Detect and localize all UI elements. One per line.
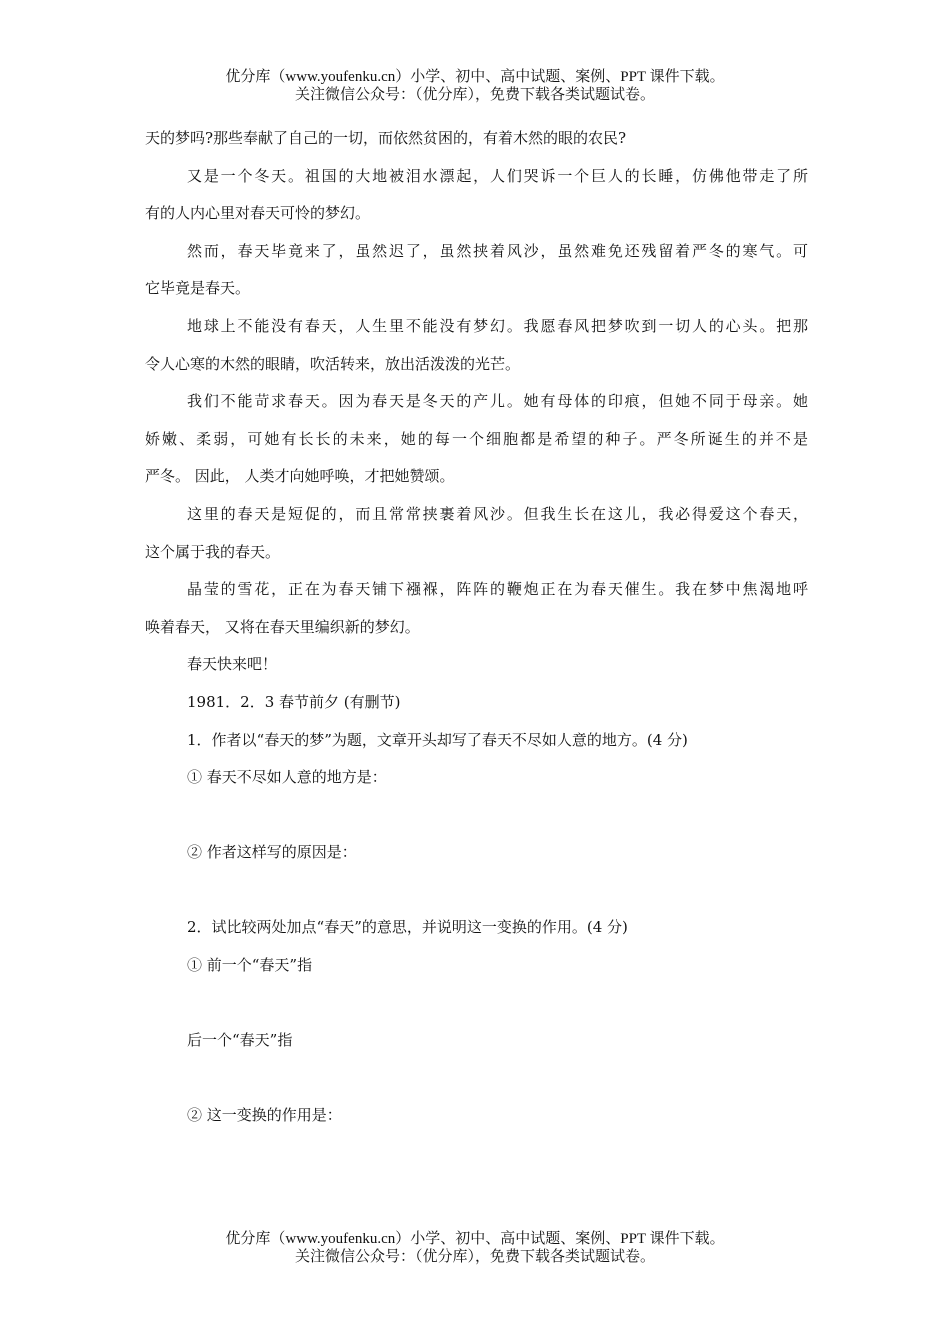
question-2-part-a-second: 后一个“春天”指 [187,1031,293,1050]
paragraph-line: 然而，春天毕竟来了，虽然迟了，虽然挟着风沙，虽然难免还残留着严冬的寒气。可 [187,241,808,260]
question-2-part-a: ① 前一个“春天”指 [187,956,313,975]
footer-line-2: 关注微信公众号：（优分库），免费下载各类试题试卷。 [294,1249,655,1265]
answer-space [145,1060,808,1098]
paragraph-line: 地球上不能没有春天，人生里不能没有梦幻。我愿春风把梦吹到一切人的心头。把那 [187,316,808,335]
date-line: 1981．2．3 春节前夕 (有删节) [187,692,401,711]
paragraph-line: 这里的春天是短促的，而且常常挟裹着风沙。但我生长在这儿，我必得爱这个春天， [187,504,808,523]
paragraph-line: 严冬。 因此， 人类才向她呼唤，才把她赞颂。 [145,467,455,486]
question-2: 2．试比较两处加点“春天”的意思，并说明这一变换的作用。(4 分) [187,918,628,937]
paragraph-line: 春天快来吧！ [187,655,278,674]
header-line-1: 优分库（www.youfenku.cn）小学、初中、高中试题、案例、PPT 课件下载。 [225,69,725,85]
header-line-2: 关注微信公众号：（优分库），免费下载各类试题试卷。 [294,87,655,103]
question-1-part-a: ① 春天不尽如人意的地方是： [187,768,387,787]
footer-line-1: 优分库（www.youfenku.cn）小学、初中、高中试题、案例、PPT 课件下载。 [225,1231,725,1247]
paragraph-line: 娇嫩、柔弱，可她有长长的未来，她的每一个细胞都是希望的种子。严冬所诞生的并不是 [145,429,808,448]
paragraph-line: 我们不能苛求春天。因为春天是冬天的产儿。她有母体的印痕，但她不同于母亲。她 [187,392,808,411]
page-header [0,68,950,104]
paragraph-line: 晶莹的雪花，正在为春天铺下襁褓，阵阵的鞭炮正在为春天催生。我在梦中焦渴地呼 [187,580,808,599]
paragraph-line: 令人心寒的木然的眼睛，吹活转来，放出活泼泼的光芒。 [145,354,521,373]
article-body [145,120,808,1135]
page-footer [0,1230,950,1266]
paragraph-line: 它毕竟是春天。 [145,279,251,298]
paragraph-line: 有的人内心里对春天可怜的梦幻。 [145,204,371,223]
answer-space [145,985,808,1023]
answer-space [145,872,808,910]
question-1: 1．作者以“春天的梦”为题，文章开头却写了春天不尽如人意的地方。(4 分) [187,730,688,749]
paragraph-line: 天的梦吗?那些奉献了自己的一切，而依然贫困的，有着木然的眼的农民? [145,129,627,147]
question-2-part-b: ② 这一变换的作用是： [187,1106,342,1125]
paragraph-line: 又是一个冬天。祖国的大地被泪水漂起，人们哭诉一个巨人的长睡，仿佛他带走了所 [187,166,808,185]
question-1-part-b: ② 作者这样写的原因是： [187,843,357,862]
answer-space [145,797,808,835]
paragraph-line: 唤着春天， 又将在春天里编织新的梦幻。 [145,617,420,636]
paragraph-line: 这个属于我的春天。 [145,542,281,561]
